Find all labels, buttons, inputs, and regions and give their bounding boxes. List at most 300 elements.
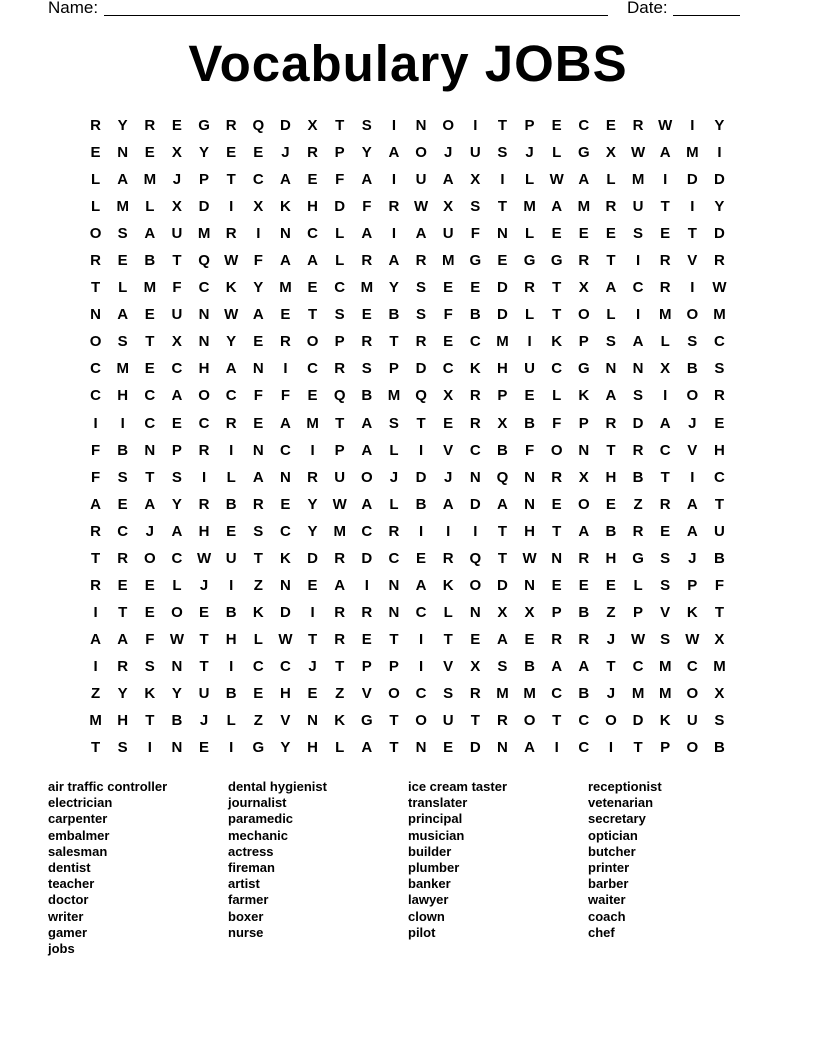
grid-letter[interactable]: E bbox=[253, 414, 264, 432]
grid-letter[interactable]: I bbox=[229, 739, 234, 757]
grid-letter[interactable]: Y bbox=[280, 739, 291, 757]
grid-letter[interactable]: R bbox=[632, 522, 644, 540]
grid-letter[interactable]: R bbox=[469, 414, 481, 432]
grid-letter[interactable]: T bbox=[606, 441, 616, 459]
grid-letter[interactable]: N bbox=[280, 576, 291, 594]
grid-letter[interactable]: K bbox=[551, 333, 563, 351]
grid-letter[interactable]: T bbox=[389, 630, 399, 648]
grid-letter[interactable]: E bbox=[443, 414, 454, 432]
grid-letter[interactable]: J bbox=[389, 468, 399, 486]
grid-letter[interactable]: F bbox=[90, 441, 101, 459]
grid-letter[interactable]: C bbox=[469, 441, 481, 459]
grid-letter[interactable]: A bbox=[415, 225, 427, 243]
grid-letter[interactable]: O bbox=[686, 685, 699, 702]
grid-letter[interactable]: T bbox=[307, 306, 318, 324]
grid-letter[interactable]: R bbox=[469, 685, 481, 702]
grid-letter[interactable]: O bbox=[360, 468, 373, 486]
grid-letter[interactable]: R bbox=[117, 549, 129, 567]
grid-letter[interactable]: T bbox=[552, 279, 562, 297]
grid-letter[interactable]: T bbox=[552, 712, 562, 730]
grid-letter[interactable]: K bbox=[252, 603, 264, 621]
grid-letter[interactable]: A bbox=[551, 198, 563, 216]
grid-letter[interactable]: Y bbox=[171, 495, 182, 513]
grid-letter[interactable]: I bbox=[256, 225, 261, 243]
grid-letter[interactable]: C bbox=[714, 468, 725, 486]
grid-letter[interactable]: J bbox=[199, 712, 209, 730]
grid-letter[interactable]: L bbox=[524, 171, 535, 189]
grid-letter[interactable]: C bbox=[551, 360, 563, 378]
grid-letter[interactable]: A bbox=[659, 414, 671, 432]
grid-letter[interactable]: K bbox=[659, 712, 671, 730]
grid-letter[interactable]: G bbox=[523, 252, 536, 270]
grid-letter[interactable]: E bbox=[605, 495, 616, 513]
grid-letter[interactable]: A bbox=[578, 171, 590, 189]
grid-letter[interactable]: N bbox=[280, 225, 291, 243]
grid-letter[interactable]: I bbox=[500, 171, 505, 189]
grid-letter[interactable]: H bbox=[117, 387, 129, 405]
grid-letter[interactable]: C bbox=[280, 441, 291, 459]
grid-letter[interactable]: H bbox=[117, 712, 129, 730]
grid-letter[interactable]: H bbox=[605, 468, 617, 486]
grid-letter[interactable]: N bbox=[578, 441, 590, 459]
grid-letter[interactable]: G bbox=[360, 712, 373, 730]
grid-letter[interactable]: P bbox=[199, 171, 210, 189]
grid-letter[interactable]: T bbox=[335, 414, 345, 432]
grid-letter[interactable]: E bbox=[714, 414, 725, 432]
grid-letter[interactable]: U bbox=[686, 712, 698, 730]
grid-letter[interactable]: R bbox=[632, 441, 644, 459]
grid-letter[interactable]: U bbox=[334, 468, 346, 486]
grid-letter[interactable]: T bbox=[660, 468, 670, 486]
date-blank[interactable] bbox=[673, 15, 740, 16]
grid-letter[interactable]: L bbox=[335, 225, 345, 243]
grid-letter[interactable]: E bbox=[578, 576, 589, 594]
grid-letter[interactable]: S bbox=[714, 712, 725, 730]
grid-letter[interactable]: I bbox=[310, 603, 315, 621]
grid-letter[interactable]: V bbox=[280, 712, 291, 730]
grid-letter[interactable]: F bbox=[714, 576, 725, 594]
grid-letter[interactable]: E bbox=[470, 279, 481, 297]
grid-letter[interactable]: R bbox=[714, 387, 725, 405]
grid-letter[interactable]: X bbox=[171, 144, 182, 162]
grid-letter[interactable]: H bbox=[605, 549, 617, 567]
grid-letter[interactable]: E bbox=[660, 522, 671, 540]
grid-letter[interactable]: S bbox=[687, 333, 698, 351]
grid-letter[interactable]: C bbox=[361, 522, 373, 540]
grid-letter[interactable]: W bbox=[413, 198, 429, 216]
grid-letter[interactable]: E bbox=[226, 522, 237, 540]
grid-letter[interactable]: V bbox=[443, 441, 454, 459]
grid-letter[interactable]: C bbox=[280, 522, 291, 540]
grid-letter[interactable]: Y bbox=[307, 522, 318, 540]
grid-letter[interactable]: L bbox=[552, 144, 562, 162]
grid-letter[interactable]: B bbox=[415, 495, 427, 513]
grid-letter[interactable]: B bbox=[632, 468, 644, 486]
grid-letter[interactable]: X bbox=[470, 657, 481, 675]
grid-letter[interactable]: Y bbox=[361, 144, 372, 162]
grid-letter[interactable]: U bbox=[198, 685, 210, 702]
grid-letter[interactable]: I bbox=[446, 522, 451, 540]
grid-letter[interactable]: S bbox=[605, 333, 616, 351]
grid-letter[interactable]: W bbox=[332, 495, 347, 513]
grid-letter[interactable]: T bbox=[606, 657, 616, 675]
grid-letter[interactable]: S bbox=[714, 360, 725, 378]
grid-letter[interactable]: S bbox=[117, 739, 128, 757]
grid-letter[interactable]: Z bbox=[606, 603, 616, 621]
grid-letter[interactable]: U bbox=[225, 549, 237, 567]
grid-letter[interactable]: C bbox=[90, 360, 101, 378]
grid-letter[interactable]: I bbox=[418, 630, 424, 648]
grid-letter[interactable]: E bbox=[144, 603, 155, 621]
grid-letter[interactable]: O bbox=[469, 576, 482, 594]
grid-letter[interactable]: R bbox=[415, 252, 427, 270]
grid-letter[interactable]: S bbox=[361, 117, 372, 135]
grid-letter[interactable]: M bbox=[631, 171, 645, 189]
grid-letter[interactable]: A bbox=[497, 495, 508, 513]
grid-letter[interactable]: I bbox=[690, 279, 695, 297]
grid-letter[interactable]: I bbox=[201, 468, 207, 486]
name-blank[interactable] bbox=[104, 15, 608, 16]
grid-letter[interactable]: M bbox=[523, 685, 536, 702]
grid-letter[interactable]: E bbox=[253, 685, 264, 702]
grid-letter[interactable]: R bbox=[578, 549, 590, 567]
grid-letter[interactable]: O bbox=[415, 144, 427, 162]
grid-letter[interactable]: T bbox=[118, 603, 128, 621]
grid-letter[interactable]: S bbox=[117, 333, 128, 351]
grid-letter[interactable]: P bbox=[551, 603, 562, 621]
grid-letter[interactable]: X bbox=[605, 144, 616, 162]
grid-letter[interactable]: A bbox=[361, 414, 373, 432]
grid-letter[interactable]: M bbox=[387, 387, 401, 405]
grid-letter[interactable]: T bbox=[606, 252, 616, 270]
grid-letter[interactable]: I bbox=[391, 225, 397, 243]
grid-letter[interactable]: N bbox=[252, 360, 264, 378]
grid-letter[interactable]: M bbox=[116, 198, 129, 216]
grid-letter[interactable]: Y bbox=[714, 117, 725, 135]
grid-letter[interactable]: O bbox=[171, 603, 183, 621]
grid-letter[interactable]: C bbox=[578, 117, 590, 135]
grid-letter[interactable]: G bbox=[252, 739, 265, 757]
grid-letter[interactable]: R bbox=[578, 252, 590, 270]
grid-letter[interactable]: N bbox=[144, 441, 156, 459]
grid-letter[interactable]: C bbox=[252, 657, 264, 675]
grid-letter[interactable]: F bbox=[470, 225, 480, 243]
grid-letter[interactable]: I bbox=[608, 739, 614, 757]
grid-letter[interactable]: A bbox=[280, 171, 291, 189]
grid-letter[interactable]: A bbox=[605, 387, 617, 405]
grid-letter[interactable]: Y bbox=[199, 144, 210, 162]
grid-letter[interactable]: M bbox=[143, 171, 157, 189]
grid-letter[interactable]: T bbox=[145, 468, 155, 486]
grid-letter[interactable]: R bbox=[361, 603, 373, 621]
grid-letter[interactable]: K bbox=[334, 712, 346, 730]
grid-letter[interactable]: R bbox=[334, 360, 346, 378]
grid-letter[interactable]: F bbox=[443, 306, 453, 324]
grid-letter[interactable]: M bbox=[713, 657, 726, 675]
grid-letter[interactable]: F bbox=[253, 252, 263, 270]
grid-letter[interactable]: P bbox=[660, 739, 671, 757]
grid-letter[interactable]: T bbox=[497, 198, 508, 216]
grid-letter[interactable]: C bbox=[90, 387, 101, 405]
grid-letter[interactable]: L bbox=[226, 712, 236, 730]
grid-letter[interactable]: G bbox=[577, 144, 590, 162]
grid-letter[interactable]: O bbox=[89, 333, 102, 351]
grid-letter[interactable]: H bbox=[497, 360, 508, 378]
grid-letter[interactable]: A bbox=[171, 522, 183, 540]
grid-letter[interactable]: B bbox=[225, 603, 237, 621]
grid-letter[interactable]: E bbox=[307, 387, 318, 405]
grid-letter[interactable]: A bbox=[361, 739, 373, 757]
grid-letter[interactable]: R bbox=[524, 279, 535, 297]
grid-letter[interactable]: N bbox=[280, 468, 291, 486]
grid-letter[interactable]: V bbox=[687, 252, 698, 270]
grid-letter[interactable]: K bbox=[144, 685, 156, 702]
grid-letter[interactable]: E bbox=[551, 576, 562, 594]
grid-letter[interactable]: E bbox=[144, 576, 155, 594]
grid-letter[interactable]: W bbox=[224, 306, 239, 324]
grid-letter[interactable]: E bbox=[551, 495, 562, 513]
grid-letter[interactable]: Q bbox=[252, 117, 265, 135]
grid-letter[interactable]: E bbox=[307, 576, 318, 594]
grid-letter[interactable]: V bbox=[361, 685, 372, 702]
grid-letter[interactable]: N bbox=[388, 603, 400, 621]
grid-letter[interactable]: W bbox=[224, 252, 239, 270]
grid-letter[interactable]: T bbox=[714, 495, 725, 513]
grid-letter[interactable]: B bbox=[714, 739, 725, 757]
grid-letter[interactable]: S bbox=[470, 198, 481, 216]
grid-letter[interactable]: T bbox=[226, 171, 236, 189]
grid-letter[interactable]: R bbox=[659, 495, 671, 513]
grid-letter[interactable]: E bbox=[470, 630, 481, 648]
grid-letter[interactable]: R bbox=[144, 117, 156, 135]
grid-letter[interactable]: A bbox=[605, 279, 617, 297]
grid-letter[interactable]: L bbox=[335, 739, 345, 757]
grid-letter[interactable]: R bbox=[361, 333, 373, 351]
grid-letter[interactable]: I bbox=[554, 739, 559, 757]
grid-letter[interactable]: C bbox=[144, 414, 156, 432]
grid-letter[interactable]: D bbox=[469, 739, 481, 757]
grid-letter[interactable]: H bbox=[198, 522, 210, 540]
grid-letter[interactable]: E bbox=[117, 495, 128, 513]
grid-letter[interactable]: R bbox=[90, 252, 101, 270]
grid-letter[interactable]: Z bbox=[253, 712, 263, 730]
grid-letter[interactable]: B bbox=[578, 685, 590, 702]
grid-letter[interactable]: S bbox=[117, 225, 128, 243]
grid-letter[interactable]: C bbox=[659, 441, 671, 459]
grid-letter[interactable]: U bbox=[415, 171, 427, 189]
grid-letter[interactable]: R bbox=[551, 468, 563, 486]
grid-letter[interactable]: X bbox=[524, 603, 535, 621]
grid-letter[interactable]: J bbox=[444, 468, 453, 486]
grid-letter[interactable]: I bbox=[527, 333, 532, 351]
grid-letter[interactable]: D bbox=[307, 549, 318, 567]
grid-letter[interactable]: X bbox=[307, 117, 318, 135]
grid-letter[interactable]: T bbox=[552, 522, 562, 540]
grid-letter[interactable]: B bbox=[361, 387, 373, 405]
grid-letter[interactable]: B bbox=[144, 252, 156, 270]
grid-letter[interactable]: D bbox=[632, 712, 644, 730]
grid-letter[interactable]: E bbox=[524, 387, 535, 405]
grid-letter[interactable]: O bbox=[198, 387, 210, 405]
grid-letter[interactable]: P bbox=[388, 360, 399, 378]
grid-letter[interactable]: U bbox=[714, 522, 725, 540]
grid-letter[interactable]: X bbox=[497, 603, 508, 621]
grid-letter[interactable]: A bbox=[578, 657, 590, 675]
grid-letter[interactable]: C bbox=[551, 685, 563, 702]
grid-letter[interactable]: E bbox=[253, 333, 264, 351]
grid-letter[interactable]: P bbox=[171, 441, 182, 459]
grid-letter[interactable]: X bbox=[660, 360, 671, 378]
grid-letter[interactable]: B bbox=[469, 306, 481, 324]
grid-letter[interactable]: D bbox=[334, 198, 346, 216]
grid-letter[interactable]: L bbox=[253, 630, 263, 648]
grid-letter[interactable]: L bbox=[90, 198, 101, 216]
grid-letter[interactable]: R bbox=[90, 522, 101, 540]
grid-letter[interactable]: Q bbox=[415, 387, 427, 405]
grid-letter[interactable]: H bbox=[307, 198, 318, 216]
grid-letter[interactable]: S bbox=[416, 279, 427, 297]
grid-letter[interactable]: P bbox=[524, 117, 535, 135]
grid-letter[interactable]: G bbox=[577, 360, 590, 378]
grid-letter[interactable]: X bbox=[714, 685, 725, 702]
grid-letter[interactable]: B bbox=[524, 414, 535, 432]
grid-letter[interactable]: X bbox=[578, 279, 589, 297]
grid-letter[interactable]: D bbox=[497, 279, 508, 297]
grid-letter[interactable]: L bbox=[443, 603, 453, 621]
grid-letter[interactable]: D bbox=[714, 225, 725, 243]
grid-letter[interactable]: A bbox=[225, 360, 237, 378]
grid-letter[interactable]: M bbox=[658, 306, 672, 324]
grid-letter[interactable]: Y bbox=[226, 333, 237, 351]
grid-letter[interactable]: S bbox=[416, 306, 427, 324]
grid-letter[interactable]: T bbox=[687, 225, 697, 243]
grid-letter[interactable]: S bbox=[117, 468, 128, 486]
grid-letter[interactable]: E bbox=[443, 739, 454, 757]
grid-letter[interactable]: T bbox=[416, 414, 426, 432]
grid-letter[interactable]: E bbox=[307, 279, 318, 297]
grid-letter[interactable]: C bbox=[578, 739, 590, 757]
grid-letter[interactable]: N bbox=[415, 739, 427, 757]
grid-letter[interactable]: T bbox=[389, 333, 399, 351]
grid-letter[interactable]: H bbox=[307, 739, 318, 757]
grid-letter[interactable]: R bbox=[334, 630, 346, 648]
grid-letter[interactable]: C bbox=[307, 225, 318, 243]
grid-letter[interactable]: L bbox=[335, 252, 345, 270]
grid-letter[interactable]: I bbox=[93, 603, 98, 621]
grid-letter[interactable]: H bbox=[524, 522, 535, 540]
grid-letter[interactable]: K bbox=[686, 603, 698, 621]
grid-letter[interactable]: I bbox=[663, 387, 668, 405]
grid-letter[interactable]: T bbox=[714, 603, 725, 621]
grid-letter[interactable]: A bbox=[307, 252, 318, 270]
grid-letter[interactable]: T bbox=[145, 712, 155, 730]
grid-letter[interactable]: J bbox=[688, 414, 697, 432]
grid-letter[interactable]: K bbox=[280, 549, 291, 567]
grid-letter[interactable]: P bbox=[334, 144, 345, 162]
grid-letter[interactable]: N bbox=[252, 441, 264, 459]
grid-letter[interactable]: R bbox=[442, 549, 454, 567]
grid-letter[interactable]: A bbox=[524, 739, 535, 757]
grid-letter[interactable]: X bbox=[497, 414, 508, 432]
grid-letter[interactable]: O bbox=[686, 739, 699, 757]
grid-letter[interactable]: S bbox=[253, 522, 264, 540]
grid-letter[interactable]: L bbox=[660, 333, 670, 351]
grid-letter[interactable]: N bbox=[117, 144, 129, 162]
grid-letter[interactable]: V bbox=[443, 657, 454, 675]
grid-letter[interactable]: N bbox=[388, 576, 400, 594]
grid-letter[interactable]: N bbox=[497, 225, 508, 243]
grid-letter[interactable]: U bbox=[632, 198, 644, 216]
grid-letter[interactable]: R bbox=[415, 333, 427, 351]
grid-letter[interactable]: R bbox=[307, 468, 318, 486]
grid-letter[interactable]: N bbox=[171, 657, 183, 675]
grid-letter[interactable]: A bbox=[144, 495, 156, 513]
grid-letter[interactable]: N bbox=[198, 306, 210, 324]
grid-letter[interactable]: K bbox=[442, 576, 454, 594]
grid-letter[interactable]: J bbox=[145, 522, 154, 540]
grid-letter[interactable]: P bbox=[578, 414, 589, 432]
grid-letter[interactable]: Q bbox=[333, 387, 346, 405]
grid-letter[interactable]: C bbox=[388, 549, 400, 567]
grid-letter[interactable]: A bbox=[686, 495, 698, 513]
grid-letter[interactable]: P bbox=[687, 576, 698, 594]
grid-letter[interactable]: L bbox=[118, 279, 128, 297]
grid-letter[interactable]: A bbox=[90, 630, 101, 648]
grid-letter[interactable]: W bbox=[522, 549, 537, 567]
grid-letter[interactable]: R bbox=[90, 576, 101, 594]
grid-letter[interactable]: Y bbox=[307, 495, 318, 513]
grid-letter[interactable]: W bbox=[712, 279, 727, 297]
grid-letter[interactable]: N bbox=[171, 739, 183, 757]
grid-letter[interactable]: S bbox=[361, 360, 372, 378]
grid-letter[interactable]: M bbox=[333, 522, 346, 540]
grid-letter[interactable]: B bbox=[171, 712, 183, 730]
grid-letter[interactable]: T bbox=[90, 279, 101, 297]
grid-letter[interactable]: A bbox=[361, 225, 373, 243]
grid-letter[interactable]: S bbox=[171, 468, 182, 486]
grid-letter[interactable]: F bbox=[253, 387, 263, 405]
grid-letter[interactable]: O bbox=[686, 387, 699, 405]
grid-letter[interactable]: U bbox=[442, 225, 454, 243]
grid-letter[interactable]: M bbox=[197, 225, 211, 243]
grid-letter[interactable]: N bbox=[605, 360, 617, 378]
grid-letter[interactable]: J bbox=[308, 657, 317, 675]
grid-letter[interactable]: Z bbox=[335, 685, 345, 702]
grid-letter[interactable]: Q bbox=[496, 468, 509, 486]
grid-letter[interactable]: E bbox=[497, 252, 508, 270]
grid-letter[interactable]: I bbox=[717, 144, 722, 162]
grid-letter[interactable]: E bbox=[605, 117, 616, 135]
grid-letter[interactable]: N bbox=[551, 549, 563, 567]
grid-letter[interactable]: N bbox=[198, 333, 210, 351]
grid-letter[interactable]: R bbox=[117, 657, 129, 675]
grid-letter[interactable]: C bbox=[469, 333, 481, 351]
grid-letter[interactable]: C bbox=[117, 522, 129, 540]
grid-letter[interactable]: A bbox=[334, 576, 346, 594]
grid-letter[interactable]: E bbox=[199, 739, 210, 757]
grid-letter[interactable]: D bbox=[361, 549, 373, 567]
grid-letter[interactable]: M bbox=[143, 279, 157, 297]
grid-letter[interactable]: R bbox=[90, 117, 101, 135]
grid-letter[interactable]: D bbox=[686, 171, 698, 189]
grid-letter[interactable]: B bbox=[686, 360, 698, 378]
grid-letter[interactable]: O bbox=[550, 441, 563, 459]
grid-letter[interactable]: X bbox=[578, 468, 589, 486]
grid-letter[interactable]: M bbox=[116, 360, 129, 378]
grid-letter[interactable]: H bbox=[198, 360, 210, 378]
grid-letter[interactable]: I bbox=[120, 414, 125, 432]
grid-letter[interactable]: G bbox=[198, 117, 210, 135]
